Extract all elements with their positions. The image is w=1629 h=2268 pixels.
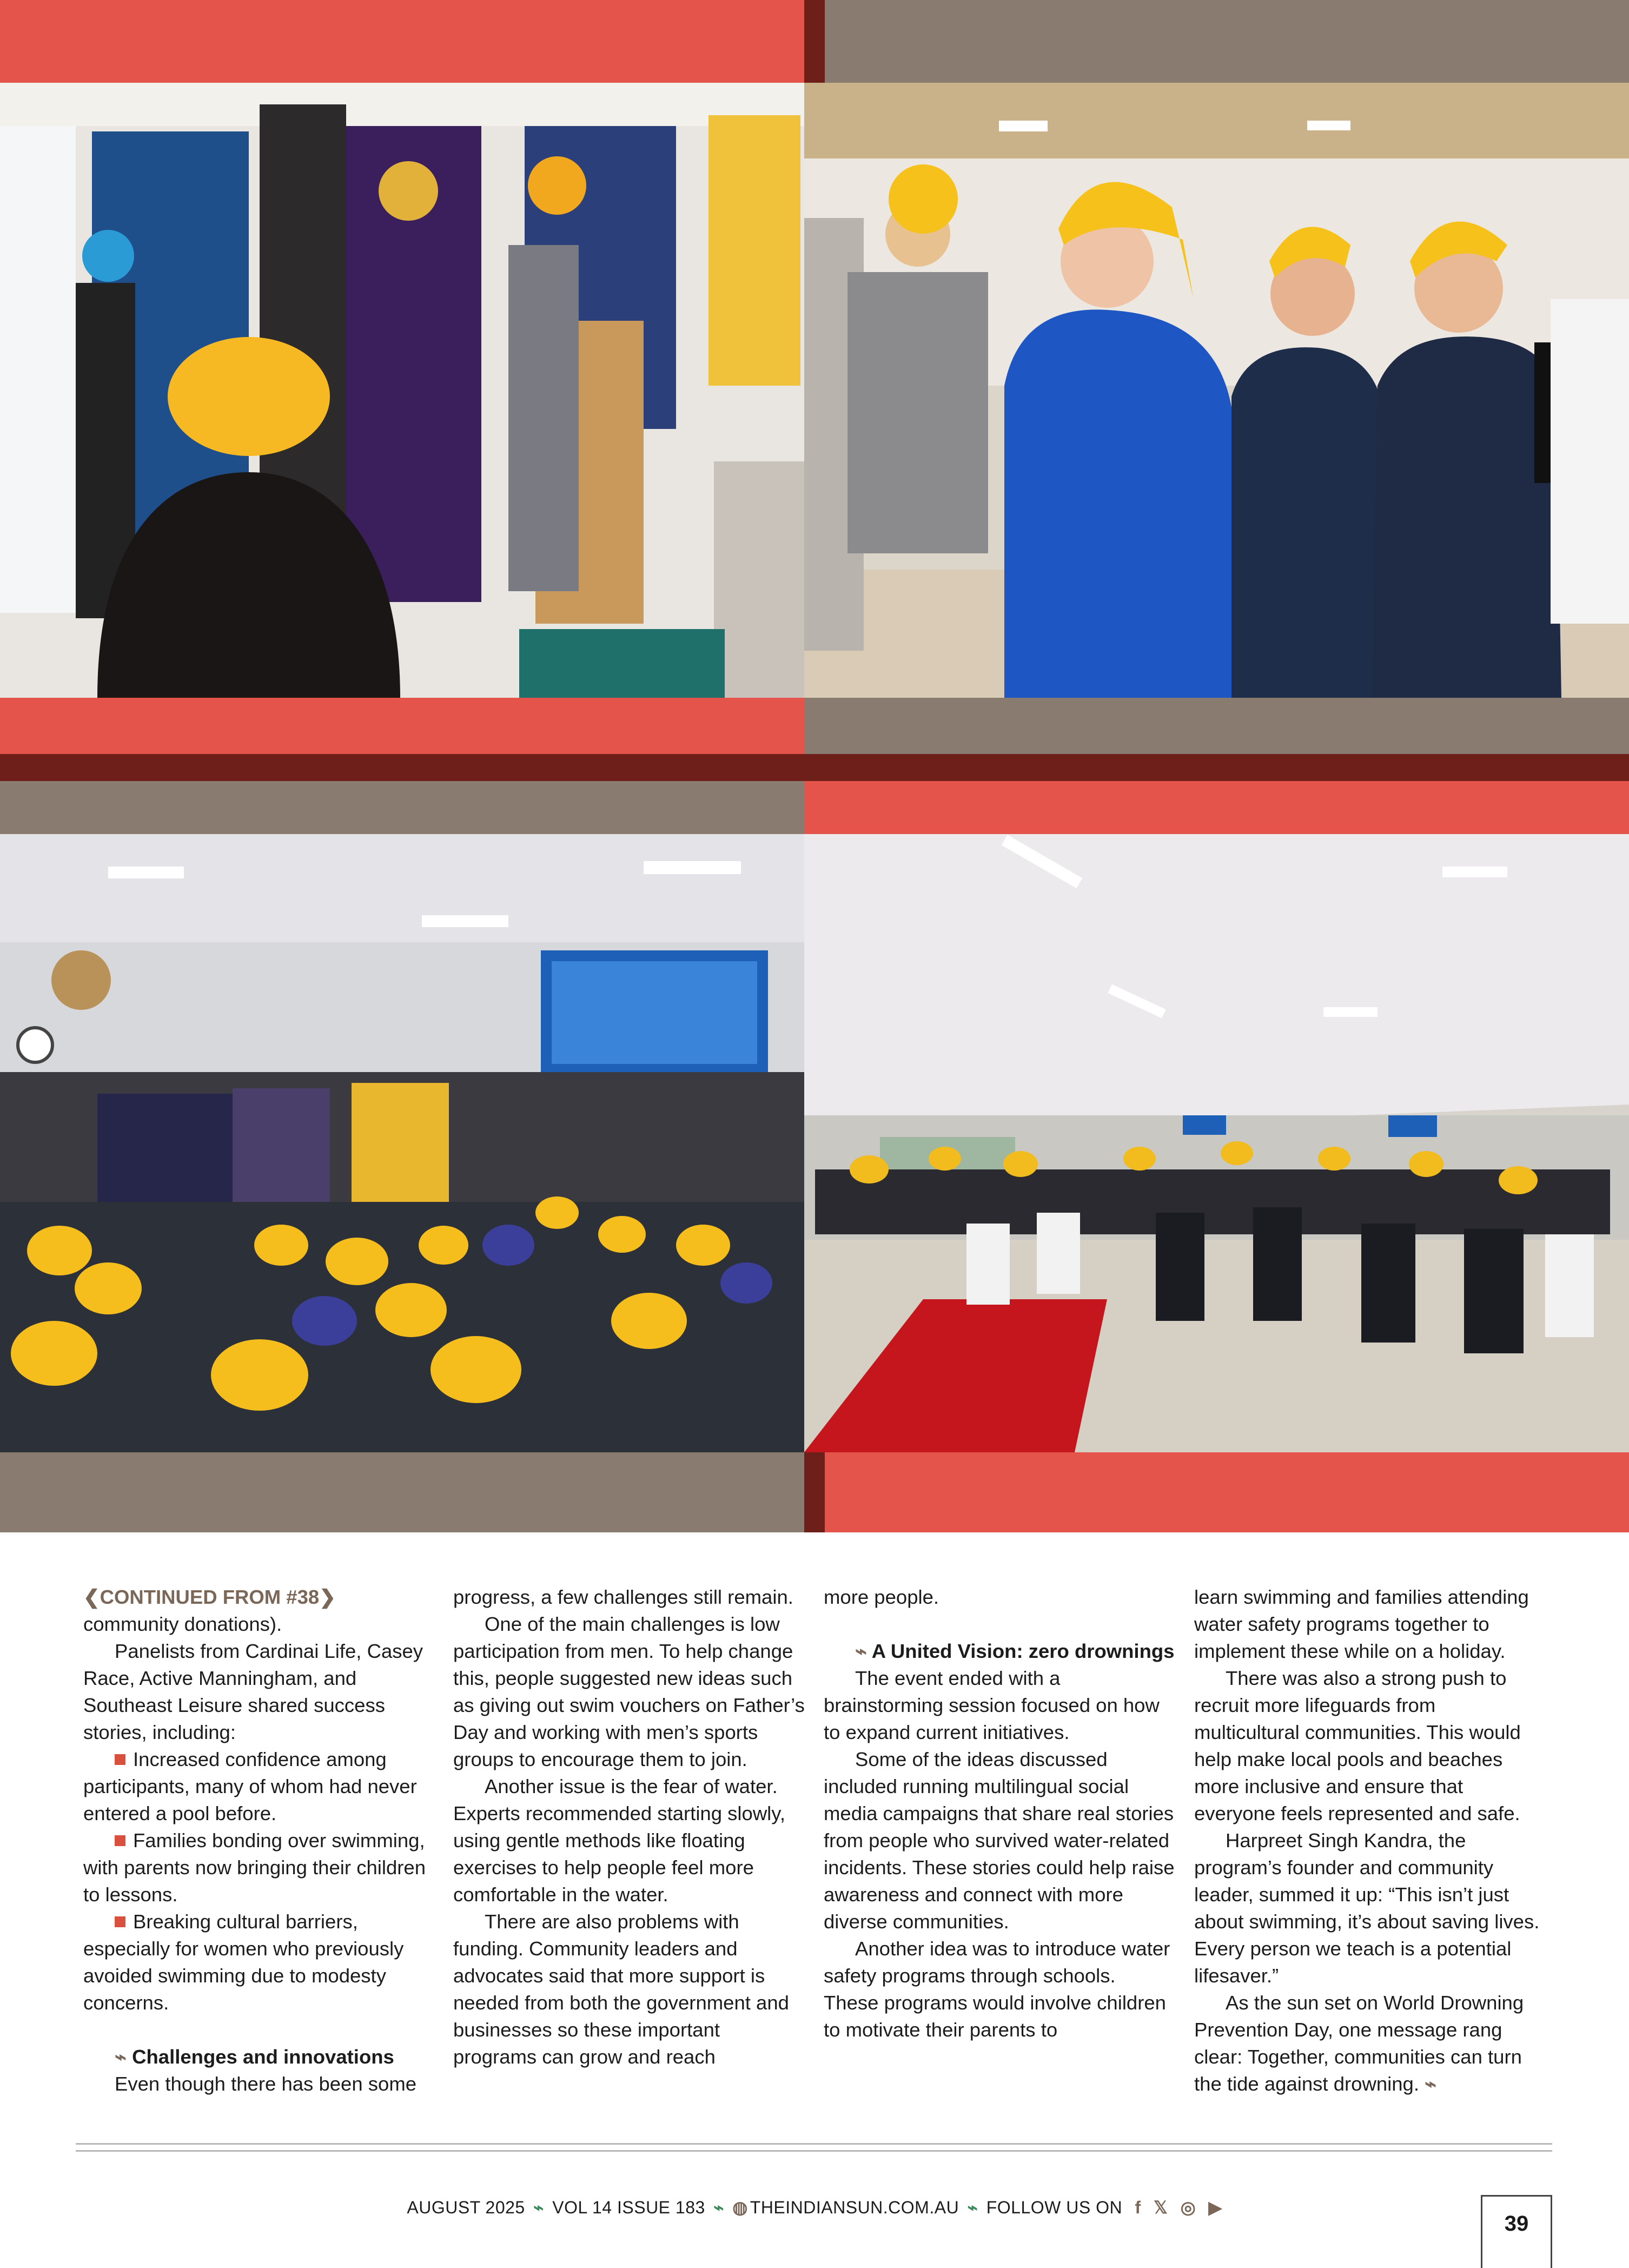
youtube-icon[interactable]: ▶	[1208, 2198, 1222, 2217]
col2-paragraph: progress, a few challenges still remain.	[453, 1586, 793, 1608]
col2-paragraph: Another issue is the fear of water. Experts recommended starting slowly, using gentle methods like floating exercises to help people feel more comfortable in the water.	[453, 1775, 785, 1906]
col2-paragraph: There are also problems with funding. Community leaders and advocates said that more support is needed from both the government and businesses so these important programs can grow and reach	[453, 1910, 789, 2068]
bullet-square-icon	[115, 1754, 125, 1765]
col1-paragraph: Panelists from Cardinai Life, Casey Race, Active Manningham, and Southeast Leisure shared success stories, including:	[83, 1640, 423, 1743]
col3-paragraph: more people.	[824, 1586, 939, 1608]
footer-date: AUGUST 2025	[407, 2198, 525, 2217]
col2-paragraph: One of the main challenges is low participation from men. To help change this, people suggested new ideas such as giving out swim vouchers on Father’s Day and working with men’s sports groups to encourage them to join.	[453, 1613, 805, 1770]
zigzag-icon: ⌁	[967, 2198, 978, 2217]
footer-issue: VOL 14 ISSUE 183	[552, 2198, 705, 2217]
footer-rule-top	[76, 2143, 1552, 2145]
band-mid-left-1	[0, 698, 804, 754]
footer-follow-label: FOLLOW US ON	[986, 2198, 1123, 2217]
col4-paragraph: There was also a strong push to recruit more lifeguards from multicultural communities. This would help make local pools and beaches more inclusive and ensure that everyone feels represented and safe.	[1194, 1667, 1521, 1824]
footer-rule-bottom	[76, 2150, 1552, 2152]
zigzag-icon: ⌁	[115, 2046, 133, 2068]
band-bottom-right	[804, 1452, 1629, 1532]
col4-paragraph: learn swimming and families attending water safety programs together to implement these while on a holiday.	[1194, 1586, 1529, 1662]
section-heading: ⌁ Challenges and innovations	[115, 2046, 394, 2068]
bullet-item: Breaking cultural barriers, especially for women who previously avoided swimming due to modesty concerns.	[83, 1910, 404, 2014]
photo-speakers-stage	[0, 83, 804, 698]
col3-paragraph: Another idea was to introduce water safety programs through schools. These programs would involve children to motivate their parents to	[824, 1938, 1170, 2041]
footer-website-link[interactable]: THEINDIANSUN.COM.AU	[750, 2198, 959, 2217]
col4-paragraph: Harpreet Singh Kandra, the program’s founder and community leader, summed it up: “This isn’t just about swimming, it’s about saving lives. Every person we teach is a potential lifesaver.”	[1194, 1829, 1540, 1987]
facebook-icon[interactable]: f	[1135, 2198, 1141, 2217]
bullet-item: Increased confidence among participants, many of whom had never entered a pool before.	[83, 1748, 417, 1824]
page-number: 39	[1504, 2212, 1529, 2236]
end-mark-icon: ⌁	[1425, 2073, 1437, 2095]
section-heading: ⌁ A United Vision: zero drownings	[855, 1640, 1175, 1662]
x-icon[interactable]: 𝕏	[1154, 2198, 1168, 2217]
zigzag-icon: ⌁	[855, 1640, 872, 1662]
bullet-item: Families bonding over swimming, with parents now bringing their children to lessons.	[83, 1829, 426, 1906]
band-mid-left-3	[0, 781, 804, 834]
article-column-3	[824, 1584, 1175, 2044]
band-mid-right-2	[804, 754, 1629, 781]
band-top-left	[0, 0, 804, 83]
photo-audience-front-row	[804, 83, 1629, 698]
col4-paragraph: As the sun set on World Drowning Prevention Day, one message rang clear: Together, communities can turn the tide against drowning. ⌁	[1194, 1992, 1524, 2095]
page-number-box	[1481, 2195, 1552, 2268]
bullet-square-icon	[115, 1916, 125, 1927]
col3-paragraph: The event ended with a brainstorming session focused on how to expand current initiatives.	[824, 1667, 1160, 1743]
col3-paragraph: Some of the ideas discussed included running multilingual social media campaigns that share real stories from people who survived water-related incidents. These stories could help raise awareness and connect with more diverse communities.	[824, 1748, 1175, 1933]
band-divider-top	[804, 0, 825, 83]
footer-bar	[0, 2197, 1629, 2218]
band-mid-right-3	[804, 781, 1629, 834]
continued-from-label[interactable]: ❮CONTINUED FROM #38❯	[83, 1586, 336, 1608]
bullet-square-icon	[115, 1835, 125, 1846]
zigzag-icon: ⌁	[533, 2198, 544, 2217]
col1-paragraph: community donations).	[83, 1613, 282, 1635]
article-column-4	[1194, 1584, 1546, 2098]
article-column-1	[83, 1584, 435, 2098]
zigzag-icon: ⌁	[713, 2198, 724, 2217]
band-mid-left-2	[0, 754, 804, 781]
col1-paragraph: Even though there has been some	[115, 2073, 417, 2095]
instagram-icon[interactable]: ◎	[1180, 2198, 1196, 2217]
band-top-right	[804, 0, 1629, 83]
globe-icon: ◍	[732, 2198, 748, 2217]
band-bottom-left	[0, 1452, 804, 1532]
band-mid-right-1	[804, 698, 1629, 754]
photo-hall-audience-back	[0, 834, 804, 1452]
band-divider-bottom	[804, 1452, 825, 1532]
article-column-2	[453, 1584, 805, 2071]
photo-hall-wide-view	[804, 834, 1629, 1452]
